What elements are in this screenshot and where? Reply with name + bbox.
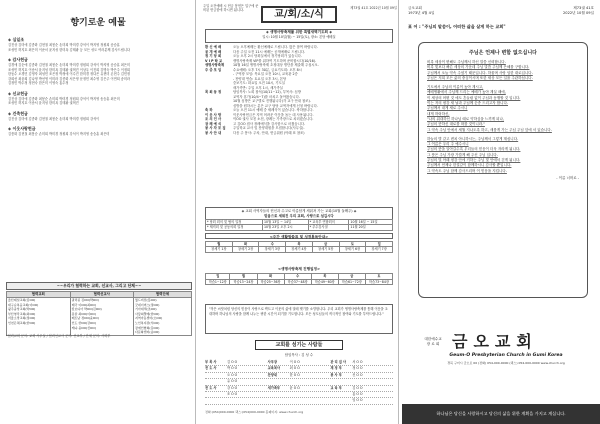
staff-role: 사무장 — [267, 360, 277, 364]
table-cell: 몽골 최OO(이OO) — [70, 312, 133, 317]
table-cell: 사랑의열매(한OO) — [133, 312, 191, 317]
staff-name: 윤 O O — [289, 385, 300, 390]
senior-pastor: 담임목사 : 김 성 수 — [284, 353, 314, 357]
table-row — [206, 225, 393, 230]
staff-role: 관 리 집 사 — [330, 360, 346, 364]
staff-name: 최 O O — [289, 366, 300, 371]
announcement-label: 생명사랑축제 — [205, 63, 225, 67]
meditation-line: 그 뜻은 주님 가장 가깝게 해 주신 주님 입니다. — [427, 152, 498, 157]
meditation-line: 주님의 뜻하신 대로를 따를 것이니라." — [427, 122, 485, 127]
table-row — [206, 279, 393, 285]
meditation-line: 예배생활에서 주님께 드리는 예배가 높아 계실 때에, — [427, 90, 506, 95]
table-cell: 학습49~60장 — [311, 279, 338, 285]
meditation-line: 비록 세상이 변해도 주님께서 하신 말씀 신뢰합니다. — [427, 60, 506, 64]
table-cell: 서울소망교회(정OO) — [7, 316, 71, 321]
announcement-text: 오늘 오후 2시 당회실에서 정기당회가 있습니다. — [233, 54, 302, 58]
meditation-box — [418, 42, 588, 298]
table-cell: * 교육부 연합회의 — [308, 220, 349, 225]
staff-name: 홍 O O — [352, 392, 363, 397]
table-cell: 인도 한OO(강OO) — [70, 321, 133, 326]
church-english-name: Geum-O Presbyterian Church in Gumi Korea — [449, 353, 563, 358]
cover-header-left — [408, 6, 434, 16]
announcement-label: 조 의 인 사 — [205, 117, 222, 121]
offering-names: 김종화 김현철 최봉순 손미희 박미경 정원희 강석이 박지영 송승훈 최은미 — [8, 132, 110, 136]
announcement-label: 봉 사 자 모 집 — [205, 126, 226, 130]
table-cell: 대구순복음교회(이OO) — [7, 303, 71, 308]
meditation-line: 주님께서 언제나 한결같이 함께하시니 감사할 뿐입니다. — [427, 163, 512, 168]
pastoral-quote: "작은 씨앗처럼 당신의 믿음이 사랑으로 싹트고 이웃의 삶에 열매 맺기를 소망합니다. 우리 교회가 생명사랑축제를 통해 이웃을 초대하며 하나님의 사랑을 함께 나누는 귀한 시간이 되기를 기도합니다. 모든 성도님들의 적극적인 참여와 기도를 부탁드립니다." — [205, 304, 393, 334]
partner-table-title: ~~우리가 협력하는 교회, 선교사, 그리고 단체~~ — [6, 282, 192, 290]
meditation-line: 주님의 뜻을 알아갈수록 우리들의 믿음이 더욱 자라게 됩니다. — [427, 147, 521, 152]
table-cell: 캄보디아 박OO(김OO) — [70, 307, 133, 312]
table-col-header: 수 — [284, 274, 311, 280]
staff-role: 봉 사 부 — [330, 372, 342, 377]
table-cell: 필리핀 김OO(박OO) — [70, 298, 133, 303]
church-news-title: 교/회/소/식 — [261, 6, 337, 23]
table-col-header: 목 — [311, 274, 338, 280]
table-col-header: 수 — [259, 242, 286, 247]
announcement-text: 새가족반: 주일 오후 1시, 새가족실 — [233, 85, 283, 90]
table-col-header: 목 — [286, 242, 313, 247]
offering-section — [8, 91, 192, 106]
table-cell: 10월 23일 오후 2시 — [263, 225, 309, 230]
meditation-source: - 이름 너머로 - — [556, 175, 579, 180]
staff-name: 한 O O — [289, 372, 300, 377]
staff-role: 찬양대 — [267, 372, 277, 377]
meditation-line: 비록 빛보다 빠른 세상의 가운데 주님 말씀 주님께 은혜를 구합니다. — [427, 65, 530, 70]
table-cell: 베트남 정OO(윤OO) — [70, 316, 133, 321]
announcement-text: 10월 심방은 교구별로 진행됩니다(각 교구 안내 참조). — [233, 99, 311, 103]
meditation-line: 주님은 저희 모든 삶의 중심이시며 또한 세상 모든 일을 주관하십니다. — [427, 75, 533, 80]
table-cell: 창세기 4장 — [286, 247, 313, 252]
table-col-header: 일 — [206, 274, 230, 280]
meditation-line: 이 세상의 어떤 것 에도 흔들림 없이 주님과 동행할 것 입니다. — [427, 95, 521, 100]
festival-schedule-table — [205, 273, 393, 285]
offering-section-heading: ◈ 건축헌금 — [8, 110, 28, 116]
meditation-line: 주님께서 오늘 약속 주셨기 때문입니다. 하물며 사랑 임한 대로입니다. — [427, 70, 533, 75]
offering-names: 김경애 김순애 김종화 김현철 최봉순 손미희 박미경 정원희 강석이 박지영 송승훈 최은미 — [8, 63, 130, 67]
table-cell: 창세기 2장 — [232, 247, 259, 252]
announcement-label: 공 개 예 배 — [205, 49, 222, 54]
staff-name: 박 O O — [227, 366, 238, 371]
table-cell: 지역아동센터(오OO) — [133, 316, 191, 321]
church-motto: 표 어 : "주님의 말씀이, 어떠한 삶을 살게 하는 교회" — [408, 24, 506, 29]
table-cell: 노인복지관(서OO) — [133, 321, 191, 326]
staff-name: 강 O O — [227, 385, 238, 390]
table-cell: 부산영락교회(최OO) — [7, 312, 71, 317]
cover-header-right — [563, 6, 594, 16]
offering-section — [8, 37, 192, 52]
offering-panel — [0, 0, 196, 424]
table-cell: 울산제일교회(김OO) — [7, 298, 71, 303]
cover-footer-banner: 하나님은 당신을 사랑하시고 당신의 삶을 위한 계획을 가지고 계십니다. — [402, 404, 600, 424]
staff-name: 김 O O — [352, 385, 363, 390]
church-short-name: 금오교회 — [408, 6, 422, 10]
announcement-text: 오늘 오전 11시 예배 중 세례식이 있습니다. 축하합니다. — [233, 108, 314, 112]
staff-name — [290, 398, 331, 403]
volume-number: 제73권 41호 — [573, 6, 594, 10]
bible-reading-title: <주간 생활말씀표 및 성경통독안내> — [205, 233, 393, 239]
meditation-title: 주님은 언제나 변함 없으십니다 — [468, 50, 537, 56]
announcement-text: 심방을 원하시는 분은 교구 담당 교역자에게 신청 바랍니다. — [233, 103, 318, 108]
meditation-text — [427, 60, 579, 174]
announcement-label: 장 례 예 식 — [205, 121, 222, 126]
announcement-text: 중보기도: 화요일 오전 10시, 기도실 — [233, 81, 285, 85]
contact-footer: 전화:(054)000-0000 팩스:(054)000-0000 홈페이지: www.church.org — [205, 410, 304, 414]
announcement-label: 정 기 당 회 — [205, 54, 222, 58]
offering-section — [8, 126, 192, 137]
staff-name — [227, 398, 268, 403]
meditation-line: 이는 저의 평강 새 날과 주님께 순종 드리고자 합니다. — [427, 101, 509, 106]
header-note: 주일 오전예배 시 헌금 봉헌은 입구에 준비된 헌금함에 하시면 됩니다. — [203, 4, 259, 13]
staff-name: 이 O O — [289, 360, 300, 364]
table-cell: 장애인협회(문OO) — [133, 326, 191, 331]
table-col-header: 금 — [338, 274, 365, 280]
denomination-line1: 대한예수교 — [424, 337, 442, 341]
announcement-text: 생명사랑축제 VIP를 위하여 기도하며 준비합시다(10/16). — [233, 58, 317, 63]
meditation-line: 내게 허락하신, — [427, 111, 450, 116]
staff-role: 전 도 사 — [205, 385, 217, 390]
announcement-text: 이웃사랑헌금은 지역 어려운 이웃을 돕는 데 사용됩니다. — [233, 112, 314, 117]
staff-role: 새가족부 — [267, 385, 280, 390]
staff-name — [290, 392, 331, 397]
staff-role — [268, 392, 290, 397]
partner-table-col-header: 협력교회 — [7, 292, 71, 298]
table-cell: 광주중앙교회(박OO) — [7, 307, 71, 312]
table-cell: * 제직회 및 공동의회 일정 — [206, 225, 263, 230]
church-logo-block — [418, 333, 594, 373]
offering-title: 향기로운 예물 — [70, 18, 126, 28]
announcement-text: 고 김OO 집사 장례예식을 감사함으로 마쳤습니다. — [233, 121, 305, 126]
announcement-label: 주 중 모 임 — [205, 67, 222, 72]
announcement-row — [205, 131, 395, 136]
table-col-header: 금 — [312, 242, 339, 247]
staff-name: 유 O O — [227, 379, 238, 384]
table-cell: 창세기 3장 — [259, 247, 286, 252]
denomination — [418, 337, 448, 347]
table-cell: 학습37~48장 — [284, 279, 311, 285]
table-cell: 학습1~12장 — [206, 279, 230, 285]
special-prayer-detail: 일시: 10월 10일(월) ~ 15일(토), 장소: 본당 예배실 — [262, 34, 336, 39]
table-col-header: 토 — [339, 242, 366, 247]
table-col-header: 화 — [232, 242, 259, 247]
table-cell: 창세기 1장 — [206, 247, 233, 252]
announcement-text: - 찬양대 연습: 토요일 오후 3시, 본당 — [233, 76, 287, 81]
ministry-banner-line1: ◈ 교회 사역자들의 헌신과 수고로 아름답게 세워져 가는 교회(10월 둘째주) ◈ — [241, 209, 357, 213]
denomination-line2: 장 로 회 — [426, 342, 440, 346]
table-cell: 기아대책(조OO) — [133, 307, 191, 312]
staff-role — [330, 392, 352, 397]
founding-date: 1973년 4월 4일 — [408, 11, 435, 15]
announcements-list — [205, 45, 395, 135]
announcement-text: 10월 16일 생명사랑축제 초청대상 명단을 제출해 주십시오. — [233, 63, 319, 67]
meditation-line: 주님의 빛 아래 평강 안에 거하는 주님 빛 안에서 걷게 됩니다. — [427, 158, 521, 163]
staff-role: 전 도 사 — [205, 366, 217, 371]
staff-row — [205, 398, 393, 404]
announcement-text: 수요예배: 오후 7시 30분, 금요기도회: 오후 8시 — [233, 67, 302, 72]
issue-date: 2022년 10월 09일 — [563, 11, 594, 15]
staff-role: 부 목 사 — [205, 360, 217, 364]
staff-name: 정 O O — [352, 366, 363, 371]
staff-name: 신 O O — [352, 372, 363, 377]
staff-name — [290, 379, 331, 384]
meditation-line: 그 약속도 주님 함께 감사드리며 이 믿음을 지킵니다. — [427, 168, 507, 173]
staff-role — [205, 373, 227, 378]
table-cell: 10월 16일 ~ 15일 — [349, 220, 393, 225]
announcement-label: 이 웃 사 랑 — [205, 112, 222, 117]
announcement-text: 다음 주 봉사: 주차, 안내, 헌금위원 (아래 표 참조) — [233, 130, 305, 135]
table-col-header: 토 — [365, 274, 392, 280]
table-cell: 10월 13일 ~ 14일 — [263, 220, 309, 225]
table-cell: 굿네이버스(정OO) — [133, 303, 191, 308]
staff-role — [205, 398, 227, 403]
staff-role: 재 정 부 — [330, 366, 342, 371]
staff-role — [205, 379, 227, 384]
church-name: 금오교회 — [452, 332, 538, 351]
offering-names: 강희선 최윤희 김나영 박선영 이미라 김종화 서은영 문정민 최수영 김은주 이연희 송미라 — [8, 76, 130, 81]
offering-section-heading: ◈ 십일조 — [8, 37, 25, 42]
issue-info: 제73권 41호 2022년 10월 09일 — [350, 6, 397, 10]
table-cell: * 당회 회의 및 협의 일정 — [206, 220, 263, 225]
ministry-banner-line2: 믿음으로 세워진 우리 교회, 사랑으로 섬깁시다 — [264, 213, 334, 218]
announcement-text: - 구역장 모임: 목요일 오전 10시, 교육관 2층 — [233, 72, 298, 76]
offering-names: 조성민 허지호 이준서 윤지성 한미옥 김태광 권혁진 이상우 이진희 김명숙 박은주 이정희 — [8, 67, 130, 72]
table-cell: 학습73~84장 — [365, 279, 392, 285]
offering-section-heading: ◈ 감사헌금 — [8, 57, 28, 62]
meditation-line: 기도에서 주님의 이름이 높아 계시고, — [427, 85, 484, 90]
partner-table-header — [7, 292, 192, 298]
staff-name: 김 O O — [227, 360, 238, 364]
announcement-text: 오늘 오후예배는 환신예배로 드립니다. 많은 참여 바랍니다. — [233, 45, 318, 49]
church-staff-title: 교회를 섬기는 사람들 — [255, 340, 343, 350]
announcement-label: 축 하 — [205, 108, 213, 112]
table-cell: * 추수감사절 — [308, 225, 349, 230]
special-prayer-title: ◈ 생명사랑축제를 위한 특별새벽기도회 ◈ — [265, 30, 333, 34]
church-staff-list — [205, 360, 393, 405]
table-cell: 창세기 7장 — [366, 247, 393, 252]
staff-name — [352, 379, 393, 384]
meditation-line: "나의 위대하신 하나님 때로 약하심을 느끼게 되나, — [427, 116, 505, 121]
announcement-text: 다음 주일 오전 11시 예배는 공개예배로 드립니다. — [233, 49, 306, 54]
partner-table-col-header: 협력단체 — [133, 292, 191, 298]
meeting-schedule-table — [205, 219, 393, 231]
offering-section-heading: ◈ 이웃사랑헌금 — [8, 126, 36, 131]
announcement-label: 봉 사 안 내 — [205, 130, 222, 135]
staff-role: 교 육 부 — [330, 385, 342, 390]
offering-names: 김정민 박수정 정현숙 한은미 이영숙 홍수정 — [8, 81, 69, 85]
table-cell: 학습61~72장 — [338, 279, 365, 285]
church-address: 경북 구미시 금오로 00 (전화) 054-000-0000 (팩스) 054-000-0000 www.church.org — [447, 361, 565, 365]
staff-role — [330, 379, 352, 384]
table-cell: 11월 20일 — [349, 225, 393, 230]
table-cell: 학습13~24장 — [230, 279, 257, 285]
offering-names: 김진상 김미애 김종화 김현철 최봉순 손미희 박미경 정원희 강석이 — [8, 116, 100, 121]
table-col-header: 월 — [230, 274, 257, 280]
offering-sections — [8, 37, 192, 142]
meditation-line: 그 이름은 우리 주 예수시니 — [427, 142, 469, 147]
partner-table-col-header: 협력선교사 — [70, 292, 133, 298]
announcement-label: V I P 학 교 — [205, 58, 223, 63]
table-cell: 창세기 6장 — [339, 247, 366, 252]
announcement-label: 환 신 예 배 — [205, 45, 222, 49]
announcement-text: 담임목사: 노회 참석(10/11~12), 부목사: 심방 — [233, 90, 301, 94]
table-cell: 태국 이OO(최OO) — [70, 303, 133, 308]
meditation-line: 그 약속 주님 안에서 세월 지나도록 하고, 새롭게 가는 주님 주님 앞에 서 있습니다. — [427, 127, 552, 132]
bible-reading-table — [205, 241, 393, 253]
staff-role: 교육목사 — [267, 366, 280, 371]
table-cell: 창세기 5장 — [312, 247, 339, 252]
table-col-header: 월 — [206, 242, 233, 247]
staff-name: 서 O O — [352, 360, 363, 364]
meditation-line: 하늘의 별 같고 변치 아니하시는, 주님께서 그렇게 계십니다. — [427, 136, 519, 141]
announcement-text: 교역자 휴가(10/4~7)를 마치고 돌아왔습니다. — [233, 94, 300, 99]
offering-names: 김진상 김미애 김종화 최봉순 손미희 박미경 정원희 강석이 박지영 송승훈 최은미 — [8, 96, 120, 101]
partner-table — [6, 291, 192, 336]
offering-names: 조성민 허지호 이준서 윤지성 한미옥 김태광 권혁진 — [8, 101, 79, 105]
table-cell: 케냐 윤OO(신OO) — [70, 326, 133, 331]
table-cell: 인천은혜교회(한OO) — [7, 321, 71, 326]
offering-names: 한동수 오경민 김영자 최성민 조은정 박정애 이수진 한미경 정다은 유현미 손현주 김민정 — [8, 72, 130, 76]
staff-role — [268, 398, 290, 403]
staff-role — [268, 379, 290, 384]
table-cell: 월드비전(홍OO) — [133, 298, 191, 303]
staff-role — [330, 398, 352, 403]
offering-section — [8, 57, 192, 86]
church-news-panel — [199, 0, 399, 424]
staff-role — [205, 392, 227, 397]
offering-section — [8, 111, 192, 122]
staff-name: 오 O O — [227, 372, 238, 377]
special-prayer-box — [205, 29, 393, 43]
announcement-text: 이OO 권사 모친 소천, 장례는 가족장으로 치러졌습니다. — [233, 117, 314, 121]
table-col-header: 일 — [366, 242, 393, 247]
offering-names: 김진상 김미애 김종화 김현철 최봉순 손미희 박미경 강석이 박지영 정원희 송승훈 — [8, 43, 120, 47]
table-cell: 다문화센터(송OO) — [133, 330, 191, 335]
festival-schedule-title: <생명사랑축제 진행일정> — [278, 267, 320, 271]
offering-names: 조성민 허지호 최은미 이준서 윤지성 한미옥 김태광 등 모든 성도 여러분께 감사드립니다 — [8, 47, 130, 52]
meditation-line: 주님께서 내게 새로 주시니 — [427, 106, 468, 111]
offering-section-heading: ◈ 선교헌금 — [8, 90, 28, 96]
table-cell: 학습25~36장 — [257, 279, 284, 285]
announcement-label: 목 회 동 정 — [205, 90, 222, 94]
cover-panel — [402, 0, 600, 424]
table-col-header: 화 — [257, 274, 284, 280]
table-row — [206, 247, 393, 252]
announcement-text: 주일학교 교사 및 찬양대원을 모집합니다(사무실). — [233, 126, 305, 130]
staff-name: 조 O O — [227, 392, 238, 397]
partner-table-footer: *협력교회 문의: 교회 사무실 / 협력선교사 문의: 선교부 / 단체 문의: 사회부 — [6, 334, 111, 338]
staff-name: 임 O O — [352, 398, 363, 403]
